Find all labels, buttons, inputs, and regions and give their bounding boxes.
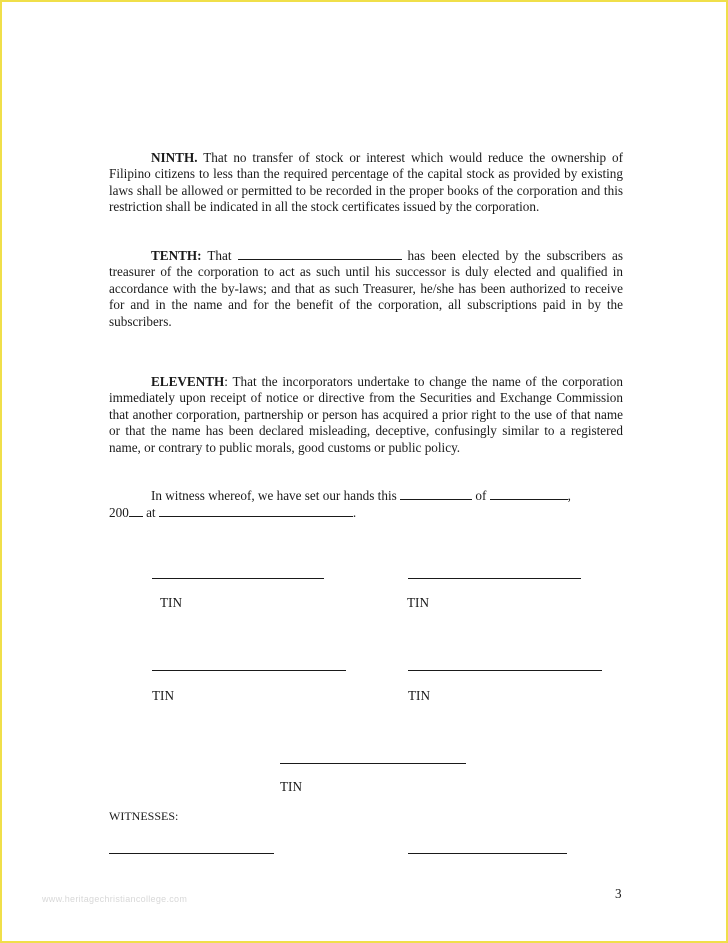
tin-label-3: TIN: [152, 688, 174, 703]
witness-clause: [109, 487, 623, 522]
watermark-text: www.heritagechristiancollege.com: [42, 894, 188, 904]
witness-comma: ,: [567, 488, 571, 503]
ninth-article: [109, 150, 623, 216]
signature-line-4[interactable]: [408, 670, 602, 671]
eleventh-article: [109, 374, 623, 456]
tenth-article: [109, 247, 623, 330]
page-number: 3: [615, 886, 622, 901]
witness-end: .: [352, 505, 357, 521]
year-blank[interactable]: [129, 504, 143, 517]
witness-of: of: [472, 488, 490, 503]
signature-line-5[interactable]: [280, 763, 466, 764]
witnesses-label: WITNESSES:: [109, 809, 179, 823]
eleventh-text: : That the incorporators undertake to change the name of the corporation immediately upon receipt of notice or directive from the Securities and Exchange Commission that another corporation, partnership or person has acquired a prior right to the use of that name or that the name has been declared misleading, deceptive, confusingly similar to a registered name, or contrary to public morals, good customs or public policy.: [109, 374, 623, 455]
ninth-heading: NINTH.: [151, 150, 198, 165]
tin-label-1: TIN: [160, 595, 182, 610]
witness-lead: In witness whereof, we have set our hands this: [151, 488, 401, 503]
treasurer-name-blank[interactable]: [238, 247, 402, 260]
signature-line-2[interactable]: [408, 578, 581, 579]
witness-line-2[interactable]: [408, 853, 567, 854]
place-blank[interactable]: [159, 504, 353, 517]
tenth-text: has been elected by the subscribers as treasurer of the corporation to act as such until his successor is duly elected and qualified in accordance with the by-laws; and that as such Treasurer, he/she has been authorized to receive for and in the name and for the benefit of the corporation, all subscriptions paid in by the subscribers.: [109, 248, 623, 329]
tenth-heading: TENTH:: [151, 248, 202, 263]
witness-year: 200: [109, 505, 129, 521]
signature-line-1[interactable]: [152, 578, 324, 579]
tenth-lead: That: [201, 248, 238, 263]
day-blank[interactable]: [400, 487, 472, 500]
tin-label-4: TIN: [408, 688, 430, 703]
witness-line-1[interactable]: [109, 853, 274, 854]
tin-label-2: TIN: [407, 595, 429, 610]
month-blank[interactable]: [490, 487, 568, 500]
eleventh-heading: ELEVENTH: [151, 374, 225, 389]
signature-line-3[interactable]: [152, 670, 346, 671]
ninth-text: That no transfer of stock or interest which would reduce the ownership of Filipino citizens to less than the required percentage of the capital stock as provided by existing laws shall be allowed or permitted to be recorded in the proper books of the corporation and this restriction shall be indicated in all the stock certificates issued by the corporation.: [109, 150, 623, 215]
witness-at: at: [142, 505, 159, 521]
tin-label-5: TIN: [280, 779, 302, 794]
